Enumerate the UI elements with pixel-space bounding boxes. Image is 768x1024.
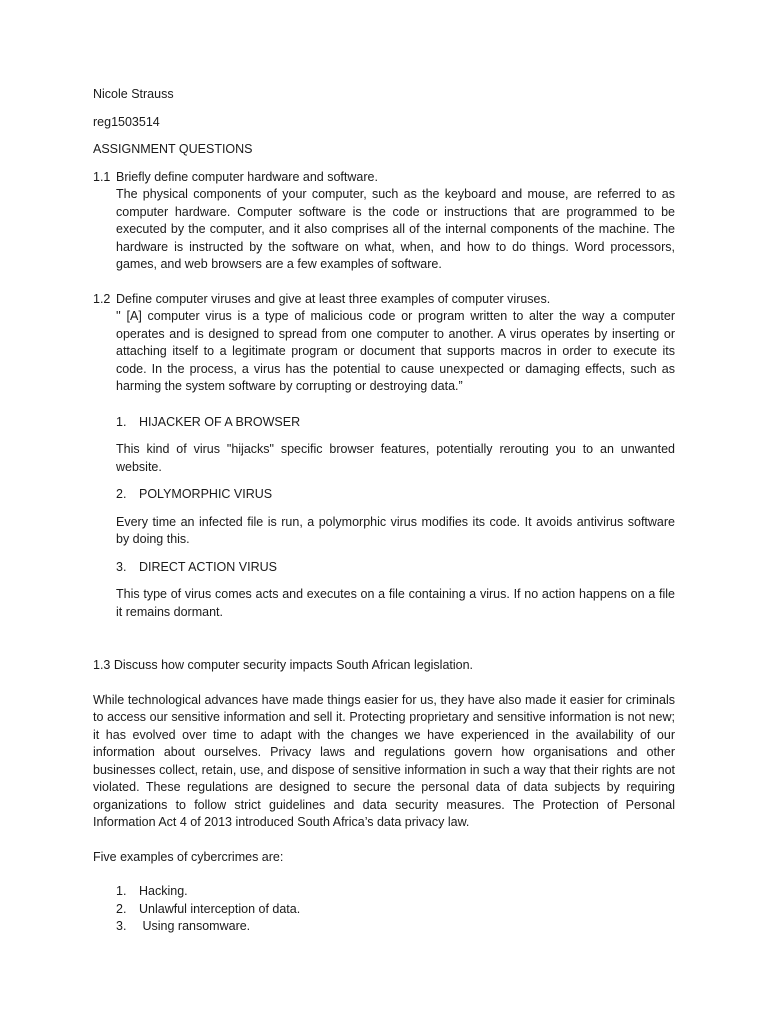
example-number: 1. <box>116 414 127 429</box>
example-name: HIJACKER OF A BROWSER <box>139 414 301 429</box>
cybercrime-intro: Five examples of cybercrimes are: <box>93 849 284 864</box>
item-number: 2. <box>116 901 127 916</box>
question-1-1 <box>93 169 675 274</box>
item-number: 1. <box>116 884 127 898</box>
list-item <box>116 883 675 901</box>
virus-example-3 <box>93 559 675 622</box>
list-item <box>116 918 675 936</box>
assignment-title: ASSIGNMENT QUESTIONS <box>93 142 253 156</box>
answer-text: While technological advances have made things easier for us, they have also made it easier for criminals to access our sensitive information and sell it. Protecting proprietary and sensitive information is not new; it has evolved over time to adapt with the changes we have experienced in the availability of our information about ourselves. Privacy laws and regulations govern how organisations and other businesses collect, retain, use, and dispose of sensitive information in such a way that their rights are not violated. These regulations are designed to secure the personal data of data subjects by requiring organizations to follow strict guidelines and data security measures. The Protection of Personal Information Act 4 of 2013 introduced South Africa’s data privacy law. <box>93 692 675 829</box>
example-description: This kind of virus "hijacks" specific browser features, potentially rerouting you to an unwanted website. <box>116 442 675 474</box>
example-description: This type of virus comes acts and executes on a file containing a virus. If no action happens on a file it remains dormant. <box>116 587 675 619</box>
document-page <box>93 86 675 936</box>
example-name: POLYMORPHIC VIRUS <box>139 487 273 501</box>
virus-example-1 <box>93 414 675 477</box>
question-text: Define computer viruses and give at least three examples of computer viruses. <box>116 291 551 306</box>
question-1-3 <box>93 657 675 936</box>
virus-example-2 <box>93 486 675 549</box>
list-item <box>116 901 675 919</box>
author-name: Nicole Strauss <box>93 87 174 101</box>
answer-text: The physical components of your computer, such as the keyboard and mouse, are referred to as computer hardware. Computer software is the code or instructions that are programmed to be executed by the computer, and it also comprises all of the internal components of the machine. The hardware is instructed by the software on what, when, and how to do things. Word processors, games, and web browsers are a few examples of software. <box>116 187 675 271</box>
question-number: 1.1 <box>93 169 111 184</box>
question-number: 1.2 <box>93 291 111 306</box>
example-description: Every time an infected file is run, a polymorphic virus modifies its code. It avoids antivirus software by doing this. <box>116 514 675 546</box>
example-number: 3. <box>116 559 127 574</box>
registration-number: reg1503514 <box>93 114 160 129</box>
item-text: Unlawful interception of data. <box>139 901 301 916</box>
item-text: Hacking. <box>139 884 188 898</box>
item-text: Using ransomware. <box>139 919 251 933</box>
example-number: 2. <box>116 487 127 501</box>
item-number: 3. <box>116 919 127 933</box>
question-text: 1.3 Discuss how computer security impacts South African legislation. <box>93 658 474 672</box>
question-text: Briefly define computer hardware and software. <box>116 169 378 184</box>
example-name: DIRECT ACTION VIRUS <box>139 559 277 574</box>
cybercrime-list <box>116 883 675 936</box>
question-1-2 <box>93 291 675 622</box>
answer-quote: '' [A] computer virus is a type of malicious code or program written to alter the way a computer operates and is designed to spread from one computer to another. A virus operates by inserting or attaching itself to a legitimate program or document that supports macros in order to execute its code. In the process, a virus has the potential to cause unexpected or damaging effects, such as harming the system software by corrupting or destroying data.” <box>116 309 675 393</box>
